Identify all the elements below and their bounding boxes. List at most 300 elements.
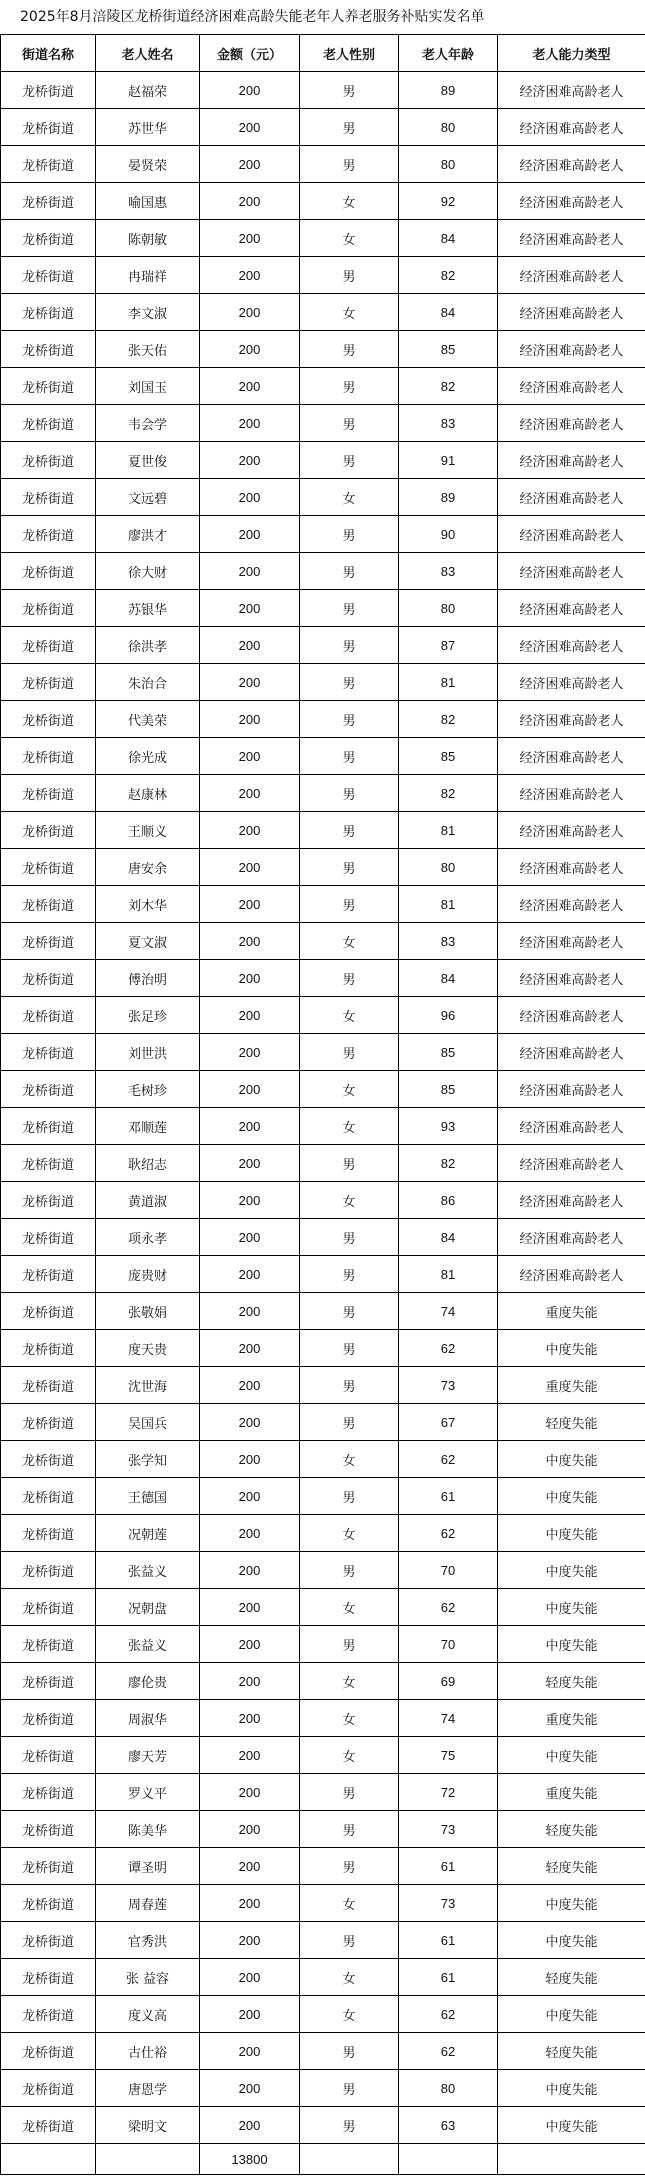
cell-age: 62 [399,1330,498,1367]
total-amount: 13800 [200,2144,300,2175]
cell-age: 85 [399,738,498,775]
cell-name: 韦会学 [96,405,200,442]
cell-age: 83 [399,553,498,590]
table-row [1,1071,645,1108]
cell-name: 梁明文 [96,2107,200,2144]
cell-street: 龙桥街道 [1,146,96,183]
cell-ability-type: 经济困难高龄老人 [498,146,645,183]
cell-age: 85 [399,1071,498,1108]
cell-street: 龙桥街道 [1,664,96,701]
table-row [1,923,645,960]
cell-age: 80 [399,2070,498,2107]
total-cell-gender [300,2144,399,2175]
cell-name: 王德国 [96,1478,200,1515]
cell-gender: 女 [300,1996,399,2033]
cell-name: 傅治明 [96,960,200,997]
cell-ability-type: 经济困难高龄老人 [498,553,645,590]
cell-street: 龙桥街道 [1,1552,96,1589]
cell-street: 龙桥街道 [1,442,96,479]
cell-ability-type: 经济困难高龄老人 [498,1108,645,1145]
cell-amount: 200 [200,1589,300,1626]
table-row [1,516,645,553]
table-row [1,701,645,738]
cell-gender: 女 [300,183,399,220]
cell-street: 龙桥街道 [1,553,96,590]
table-row [1,1182,645,1219]
cell-amount: 200 [200,2033,300,2070]
cell-gender: 女 [300,1959,399,1996]
table-row [1,1774,645,1811]
cell-street: 龙桥街道 [1,923,96,960]
cell-amount: 200 [200,1848,300,1885]
cell-ability-type: 中度失能 [498,1737,645,1774]
cell-name: 赵康林 [96,775,200,812]
cell-age: 62 [399,1996,498,2033]
cell-ability-type: 经济困难高龄老人 [498,1034,645,1071]
cell-street: 龙桥街道 [1,997,96,1034]
cell-name: 度义高 [96,1996,200,2033]
cell-age: 62 [399,2033,498,2070]
cell-amount: 200 [200,701,300,738]
cell-name: 喻国惠 [96,183,200,220]
cell-street: 龙桥街道 [1,1811,96,1848]
table-row [1,368,645,405]
cell-ability-type: 经济困难高龄老人 [498,220,645,257]
cell-amount: 200 [200,1367,300,1404]
cell-name: 晏贤荣 [96,146,200,183]
table-row [1,1663,645,1700]
cell-name: 徐洪孝 [96,627,200,664]
cell-street: 龙桥街道 [1,331,96,368]
cell-name: 耿绍志 [96,1145,200,1182]
table-row [1,442,645,479]
cell-age: 80 [399,590,498,627]
cell-ability-type: 经济困难高龄老人 [498,72,645,109]
cell-ability-type: 中度失能 [498,1922,645,1959]
cell-age: 84 [399,220,498,257]
cell-street: 龙桥街道 [1,1663,96,1700]
cell-street: 龙桥街道 [1,627,96,664]
table-row [1,2070,645,2107]
cell-age: 82 [399,1145,498,1182]
cell-name: 刘世洪 [96,1034,200,1071]
cell-ability-type: 经济困难高龄老人 [498,368,645,405]
cell-name: 唐恩学 [96,2070,200,2107]
cell-name: 黄道淑 [96,1182,200,1219]
subsidy-table [0,34,645,2175]
cell-street: 龙桥街道 [1,1589,96,1626]
cell-street: 龙桥街道 [1,1367,96,1404]
cell-ability-type: 经济困难高龄老人 [498,701,645,738]
cell-street: 龙桥街道 [1,701,96,738]
cell-gender: 男 [300,331,399,368]
cell-amount: 200 [200,1774,300,1811]
cell-name: 夏文淑 [96,923,200,960]
table-row [1,294,645,331]
cell-gender: 男 [300,849,399,886]
cell-ability-type: 经济困难高龄老人 [498,775,645,812]
cell-age: 91 [399,442,498,479]
cell-age: 87 [399,627,498,664]
header-ability-type: 老人能力类型 [498,35,645,72]
cell-amount: 200 [200,590,300,627]
table-row [1,146,645,183]
cell-name: 赵福荣 [96,72,200,109]
table-row [1,1367,645,1404]
cell-name: 陈朝敏 [96,220,200,257]
cell-ability-type: 重度失能 [498,1293,645,1330]
cell-name: 庞贵财 [96,1256,200,1293]
table-row [1,1034,645,1071]
table-row [1,1959,645,1996]
cell-amount: 200 [200,146,300,183]
cell-ability-type: 经济困难高龄老人 [498,886,645,923]
cell-age: 73 [399,1811,498,1848]
cell-ability-type: 中度失能 [498,1626,645,1663]
cell-amount: 200 [200,183,300,220]
cell-amount: 200 [200,1219,300,1256]
cell-age: 62 [399,1589,498,1626]
cell-street: 龙桥街道 [1,1071,96,1108]
table-row [1,775,645,812]
cell-amount: 200 [200,2107,300,2144]
cell-ability-type: 经济困难高龄老人 [498,627,645,664]
cell-ability-type: 中度失能 [498,1552,645,1589]
cell-age: 96 [399,997,498,1034]
table-row [1,664,645,701]
cell-ability-type: 轻度失能 [498,2033,645,2070]
cell-age: 81 [399,664,498,701]
cell-ability-type: 轻度失能 [498,1959,645,1996]
table-row [1,1330,645,1367]
cell-street: 龙桥街道 [1,257,96,294]
cell-ability-type: 经济困难高龄老人 [498,997,645,1034]
cell-street: 龙桥街道 [1,849,96,886]
cell-gender: 女 [300,923,399,960]
table-row [1,1811,645,1848]
cell-street: 龙桥街道 [1,1034,96,1071]
table-row [1,331,645,368]
cell-name: 张益义 [96,1552,200,1589]
cell-age: 81 [399,812,498,849]
cell-gender: 男 [300,553,399,590]
cell-amount: 200 [200,1515,300,1552]
cell-age: 80 [399,109,498,146]
cell-gender: 男 [300,738,399,775]
cell-amount: 200 [200,1034,300,1071]
cell-street: 龙桥街道 [1,1108,96,1145]
cell-name: 吴国兵 [96,1404,200,1441]
cell-amount: 200 [200,405,300,442]
cell-ability-type: 经济困难高龄老人 [498,479,645,516]
cell-amount: 200 [200,849,300,886]
cell-street: 龙桥街道 [1,1885,96,1922]
cell-age: 61 [399,1848,498,1885]
cell-street: 龙桥街道 [1,960,96,997]
cell-ability-type: 经济困难高龄老人 [498,923,645,960]
cell-gender: 男 [300,442,399,479]
cell-street: 龙桥街道 [1,1737,96,1774]
cell-name: 况朝莲 [96,1515,200,1552]
cell-name: 廖洪才 [96,516,200,553]
cell-age: 63 [399,2107,498,2144]
cell-age: 83 [399,923,498,960]
cell-street: 龙桥街道 [1,183,96,220]
cell-age: 61 [399,1959,498,1996]
cell-ability-type: 经济困难高龄老人 [498,849,645,886]
cell-gender: 女 [300,479,399,516]
cell-ability-type: 经济困难高龄老人 [498,442,645,479]
cell-amount: 200 [200,923,300,960]
cell-age: 82 [399,701,498,738]
cell-ability-type: 经济困难高龄老人 [498,1219,645,1256]
table-row [1,1441,645,1478]
cell-gender: 女 [300,220,399,257]
table-row [1,886,645,923]
cell-ability-type: 轻度失能 [498,1811,645,1848]
cell-ability-type: 中度失能 [498,2070,645,2107]
cell-gender: 男 [300,1404,399,1441]
cell-name: 沈世海 [96,1367,200,1404]
cell-age: 74 [399,1700,498,1737]
cell-name: 徐大财 [96,553,200,590]
cell-age: 74 [399,1293,498,1330]
cell-gender: 男 [300,2107,399,2144]
cell-gender: 男 [300,405,399,442]
page-title: 2025年8月涪陵区龙桥街道经济困难高龄失能老年人养老服务补贴实发名单 [20,9,485,25]
cell-amount: 200 [200,960,300,997]
table-row [1,997,645,1034]
table-row [1,405,645,442]
cell-age: 89 [399,479,498,516]
cell-amount: 200 [200,1182,300,1219]
cell-ability-type: 经济困难高龄老人 [498,590,645,627]
cell-gender: 女 [300,1515,399,1552]
table-row [1,960,645,997]
cell-name: 代美荣 [96,701,200,738]
table-row [1,590,645,627]
cell-gender: 男 [300,1145,399,1182]
cell-street: 龙桥街道 [1,405,96,442]
cell-name: 廖伦贵 [96,1663,200,1700]
cell-gender: 男 [300,627,399,664]
cell-gender: 男 [300,1626,399,1663]
table-row [1,1404,645,1441]
cell-age: 62 [399,1441,498,1478]
table-row [1,849,645,886]
cell-amount: 200 [200,1108,300,1145]
table-row [1,1922,645,1959]
cell-street: 龙桥街道 [1,1959,96,1996]
table-row [1,2107,645,2144]
cell-amount: 200 [200,664,300,701]
cell-amount: 200 [200,886,300,923]
table-row [1,553,645,590]
cell-street: 龙桥街道 [1,479,96,516]
cell-age: 80 [399,146,498,183]
cell-gender: 女 [300,1885,399,1922]
table-row [1,220,645,257]
cell-amount: 200 [200,1996,300,2033]
cell-name: 唐安余 [96,849,200,886]
cell-name: 古仕裕 [96,2033,200,2070]
cell-ability-type: 经济困难高龄老人 [498,664,645,701]
table-row [1,1589,645,1626]
cell-age: 84 [399,1219,498,1256]
cell-amount: 200 [200,1885,300,1922]
cell-street: 龙桥街道 [1,2070,96,2107]
cell-age: 85 [399,331,498,368]
cell-ability-type: 经济困难高龄老人 [498,1071,645,1108]
header-street: 街道名称 [1,35,96,72]
cell-street: 龙桥街道 [1,1626,96,1663]
cell-ability-type: 中度失能 [498,1515,645,1552]
cell-name: 张学知 [96,1441,200,1478]
cell-amount: 200 [200,1330,300,1367]
cell-gender: 男 [300,109,399,146]
cell-amount: 200 [200,1552,300,1589]
cell-gender: 男 [300,257,399,294]
cell-name: 苏银华 [96,590,200,627]
cell-ability-type: 经济困难高龄老人 [498,331,645,368]
cell-amount: 200 [200,997,300,1034]
cell-age: 84 [399,294,498,331]
cell-gender: 男 [300,701,399,738]
cell-age: 82 [399,368,498,405]
table-row [1,1996,645,2033]
cell-ability-type: 轻度失能 [498,1848,645,1885]
cell-amount: 200 [200,109,300,146]
cell-amount: 200 [200,627,300,664]
header-row [1,35,645,72]
cell-street: 龙桥街道 [1,1256,96,1293]
cell-ability-type: 中度失能 [498,2107,645,2144]
cell-gender: 女 [300,1663,399,1700]
cell-age: 89 [399,72,498,109]
table-row [1,109,645,146]
cell-gender: 男 [300,1811,399,1848]
cell-ability-type: 中度失能 [498,1330,645,1367]
cell-ability-type: 中度失能 [498,1885,645,1922]
cell-gender: 男 [300,664,399,701]
cell-name: 徐光成 [96,738,200,775]
cell-name: 王顺义 [96,812,200,849]
table-row [1,72,645,109]
cell-gender: 男 [300,1478,399,1515]
cell-amount: 200 [200,1441,300,1478]
cell-street: 龙桥街道 [1,2107,96,2144]
cell-gender: 男 [300,960,399,997]
cell-name: 刘木华 [96,886,200,923]
table-row [1,479,645,516]
table-row [1,1848,645,1885]
table-row [1,1700,645,1737]
cell-street: 龙桥街道 [1,368,96,405]
cell-age: 81 [399,886,498,923]
cell-street: 龙桥街道 [1,516,96,553]
cell-age: 72 [399,1774,498,1811]
table-row [1,2033,645,2070]
cell-street: 龙桥街道 [1,886,96,923]
cell-amount: 200 [200,72,300,109]
cell-gender: 男 [300,2070,399,2107]
cell-name: 况朝盘 [96,1589,200,1626]
cell-name: 周淑华 [96,1700,200,1737]
table-row [1,1145,645,1182]
cell-age: 83 [399,405,498,442]
cell-amount: 200 [200,1071,300,1108]
cell-name: 李文淑 [96,294,200,331]
table-row [1,183,645,220]
table-row [1,1256,645,1293]
cell-street: 龙桥街道 [1,1182,96,1219]
cell-name: 文远碧 [96,479,200,516]
cell-gender: 女 [300,294,399,331]
cell-gender: 男 [300,590,399,627]
cell-name: 朱治合 [96,664,200,701]
table-row [1,1626,645,1663]
cell-amount: 200 [200,1256,300,1293]
cell-street: 龙桥街道 [1,738,96,775]
cell-ability-type: 中度失能 [498,1996,645,2033]
cell-street: 龙桥街道 [1,1515,96,1552]
cell-gender: 女 [300,997,399,1034]
total-cell-name [96,2144,200,2175]
cell-street: 龙桥街道 [1,109,96,146]
cell-age: 84 [399,960,498,997]
cell-amount: 200 [200,1922,300,1959]
cell-ability-type: 轻度失能 [498,1404,645,1441]
cell-street: 龙桥街道 [1,590,96,627]
cell-gender: 男 [300,1256,399,1293]
cell-age: 70 [399,1626,498,1663]
cell-gender: 男 [300,516,399,553]
cell-gender: 女 [300,1589,399,1626]
cell-gender: 男 [300,2033,399,2070]
cell-amount: 200 [200,1626,300,1663]
cell-name: 项永孝 [96,1219,200,1256]
cell-amount: 200 [200,1663,300,1700]
table-row [1,738,645,775]
cell-ability-type: 经济困难高龄老人 [498,960,645,997]
total-cell-street [1,2144,96,2175]
cell-name: 张敬娟 [96,1293,200,1330]
cell-street: 龙桥街道 [1,1330,96,1367]
cell-street: 龙桥街道 [1,72,96,109]
cell-gender: 男 [300,886,399,923]
cell-age: 80 [399,849,498,886]
cell-name: 邓顺莲 [96,1108,200,1145]
cell-gender: 男 [300,1774,399,1811]
cell-age: 61 [399,1478,498,1515]
cell-age: 93 [399,1108,498,1145]
table-row [1,1293,645,1330]
cell-age: 85 [399,1034,498,1071]
cell-gender: 女 [300,1071,399,1108]
cell-ability-type: 经济困难高龄老人 [498,1256,645,1293]
cell-gender: 男 [300,1219,399,1256]
cell-name: 冉瑞祥 [96,257,200,294]
cell-gender: 男 [300,1330,399,1367]
cell-amount: 200 [200,368,300,405]
cell-gender: 男 [300,1034,399,1071]
cell-gender: 男 [300,1293,399,1330]
table-row [1,1552,645,1589]
cell-name: 官秀洪 [96,1922,200,1959]
cell-age: 73 [399,1885,498,1922]
cell-amount: 200 [200,257,300,294]
cell-ability-type: 重度失能 [498,1700,645,1737]
